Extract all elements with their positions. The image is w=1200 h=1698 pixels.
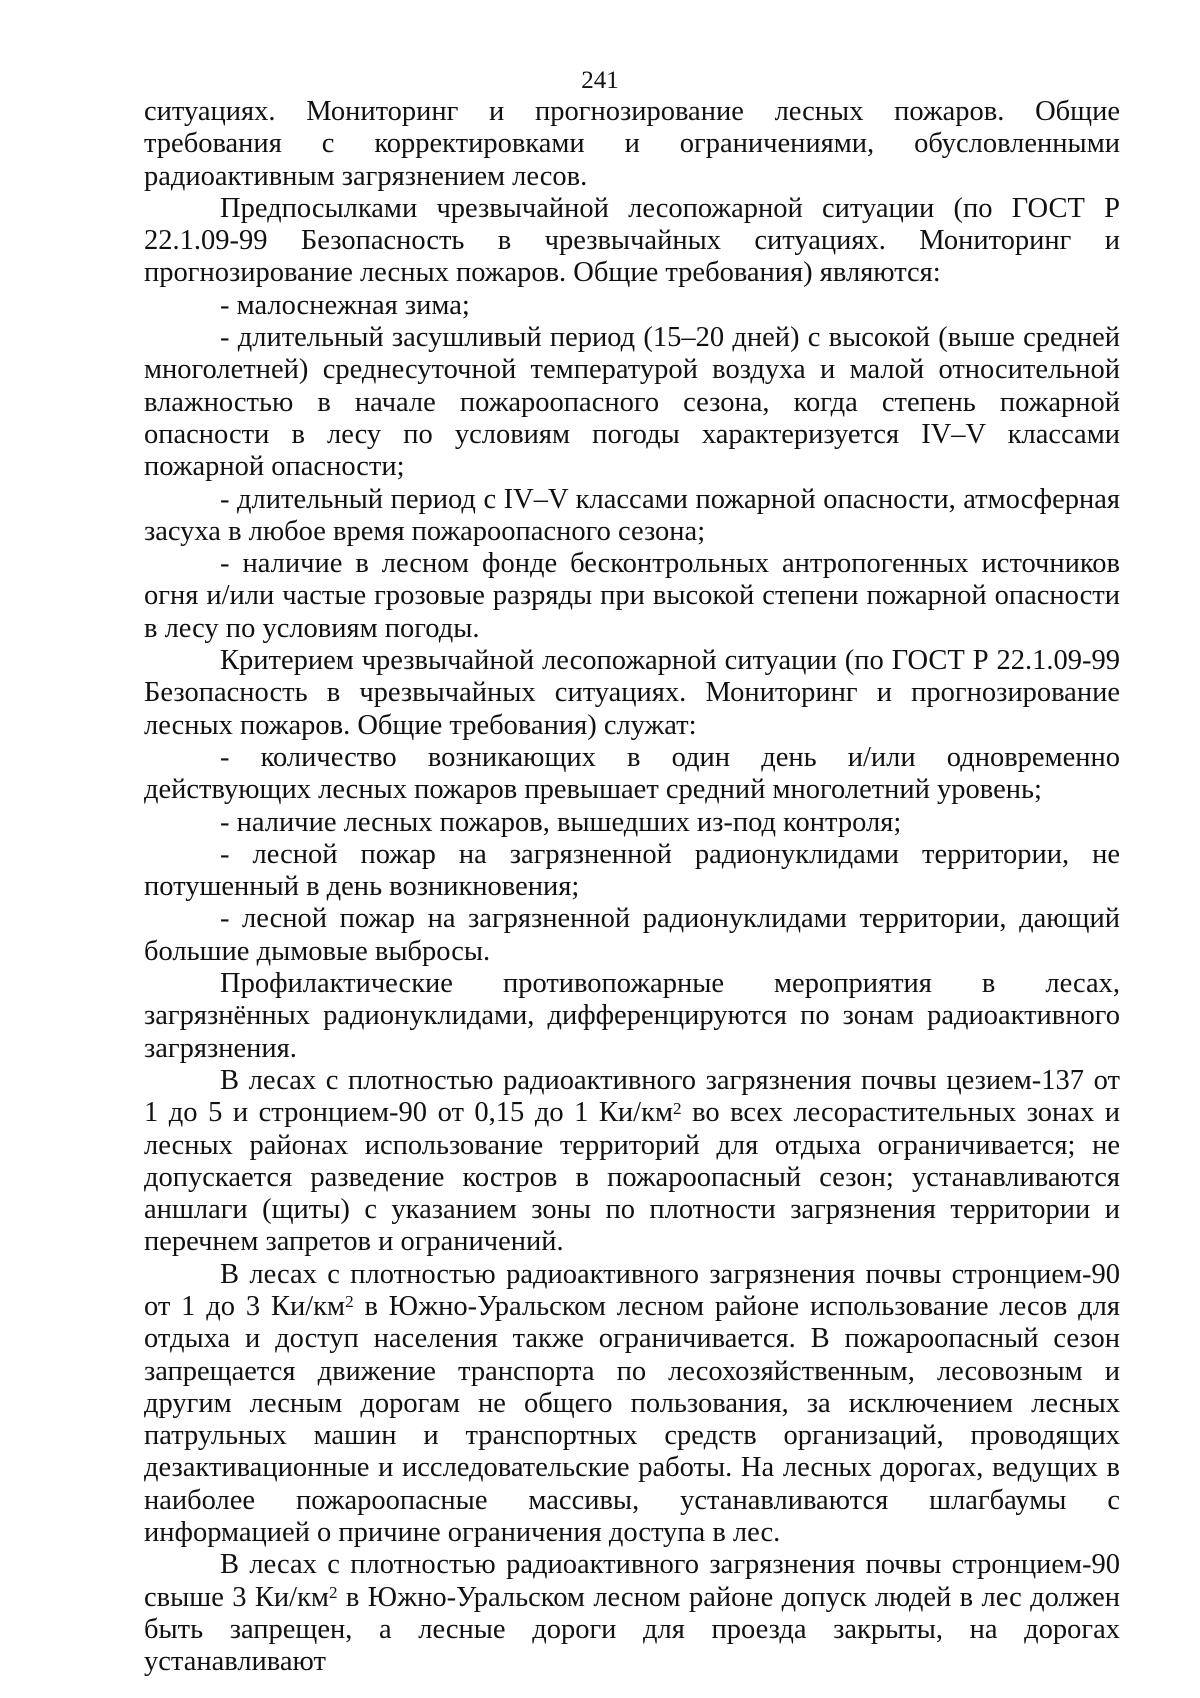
- paragraph-text-end: во всех лесорастительных зонах и лесных районах использование территорий для отдыха ограничивается; не допускается разведение костров в пожароопасный сезон; устанавливаются аншлаги (щиты) с указанием зоны по плотности загрязнения территории и перечнем запретов и ограничений.: [144, 1097, 1120, 1258]
- paragraph-zone-over-3: [144, 1549, 1120, 1678]
- paragraph-zone-1-5: [144, 1065, 1120, 1259]
- list-item-criterion: - лесной пожар на загрязненной радионуклидами территории, не потушенный в день возникновения;: [144, 838, 1120, 903]
- page-number: 241: [581, 67, 619, 94]
- paragraph-criteria-intro: Критерием чрезвычайной лесопожарной ситуации (по ГОСТ Р 22.1.09-99 Безопасность в чрезвычайных ситуациях. Мониторинг и прогнозирование лесных пожаров. Общие требования) служат:: [144, 645, 1120, 741]
- paragraph-prevention-measures: Профилактические противопожарные мероприятия в лесах, загрязнённых радионуклидами, дифференцируются по зонам радиоактивного загрязнения.: [144, 968, 1120, 1064]
- superscript: 2: [328, 1582, 338, 1602]
- paragraph-continuation: ситуациях. Мониторинг и прогнозирование лесных пожаров. Общие требования с корректировками и ограничениями, обусловленными радиоактивным загрязнением лесов.: [144, 96, 1120, 192]
- list-item-precondition: - длительный засушливый период (15–20 дней) с высокой (выше средней многолетней) среднесуточной температурой воздуха и малой относительной влажностью в начале пожароопасного сезона, когда степень пожарной опасности в лесу по условиям погоды характеризуется IV–V классами пожарной опасности;: [144, 322, 1120, 483]
- list-item-precondition: - длительный период с IV–V классами пожарной опасности, атмосферная засуха в любое время пожароопасного сезона;: [144, 483, 1120, 547]
- superscript: 2: [345, 1292, 354, 1312]
- list-item-criterion: - количество возникающих в один день и/или одновременно действующих лесных пожаров превышает средний многолетний уровень;: [144, 741, 1120, 806]
- paragraph-text-start: В лесах с плотностью радиоактивного загрязнения почвы стронцием-90 от 1 до 3 Ки/км: [144, 1258, 1120, 1322]
- superscript: 2: [672, 1098, 682, 1118]
- paragraph-text-start: В лесах с плотностью радиоактивного загрязнения почвы цезием-137 от 1 до 5 и стронцием-90 от 0,15 до 1 Ки/км: [144, 1064, 1120, 1129]
- list-item-precondition: - наличие в лесном фонде бесконтрольных антропогенных источников огня и/или частые грозовые разряды при высокой степени пожарной опасности в лесу по условиям погоды.: [144, 548, 1120, 644]
- list-item-criterion: - наличие лесных пожаров, вышедших из-под контроля;: [220, 806, 902, 838]
- document-body: [144, 96, 1120, 1679]
- paragraph-text-start: В лесах с плотностью радиоактивного загрязнения почвы стронцием-90 свыше 3 Ки/км: [144, 1549, 1120, 1613]
- paragraph-preconditions-intro: Предпосылками чрезвычайной лесопожарной ситуации (по ГОСТ Р 22.1.09-99 Безопасность в чрезвычайных ситуациях. Мониторинг и прогнозирование лесных пожаров. Общие требования) являются:: [144, 192, 1120, 289]
- paragraph-text-end: в Южно-Уральском лесном районе допуск людей в лес должен быть запрещен, а лесные дороги для проезда закрыты, на дорогах устанавливают: [144, 1581, 1120, 1678]
- list-item-criterion: - лесной пожар на загрязненной радионуклидами территории, дающий большие дымовые выбросы.: [144, 903, 1120, 967]
- list-item-precondition: - малоснежная зима;: [220, 289, 470, 321]
- paragraph-zone-1-3: [144, 1259, 1120, 1550]
- paragraph-text-end: в Южно-Уральском лесном районе использование лесов для отдыха и доступ населения также ограничивается. В пожароопасный сезон запрещается движение транспорта по лесохозяйственным, лесовозным и другим лесным дорогам не общего пользования, за исключением лесных патрульных машин и транспортных средств организаций, проводящих дезактивационные и исследовательские работы. На лесных дорогах, ведущих в наиболее пожароопасные массивы, устанавливаются шлагбаумы с информацией о причине ограничения доступа в лес.: [144, 1290, 1121, 1549]
